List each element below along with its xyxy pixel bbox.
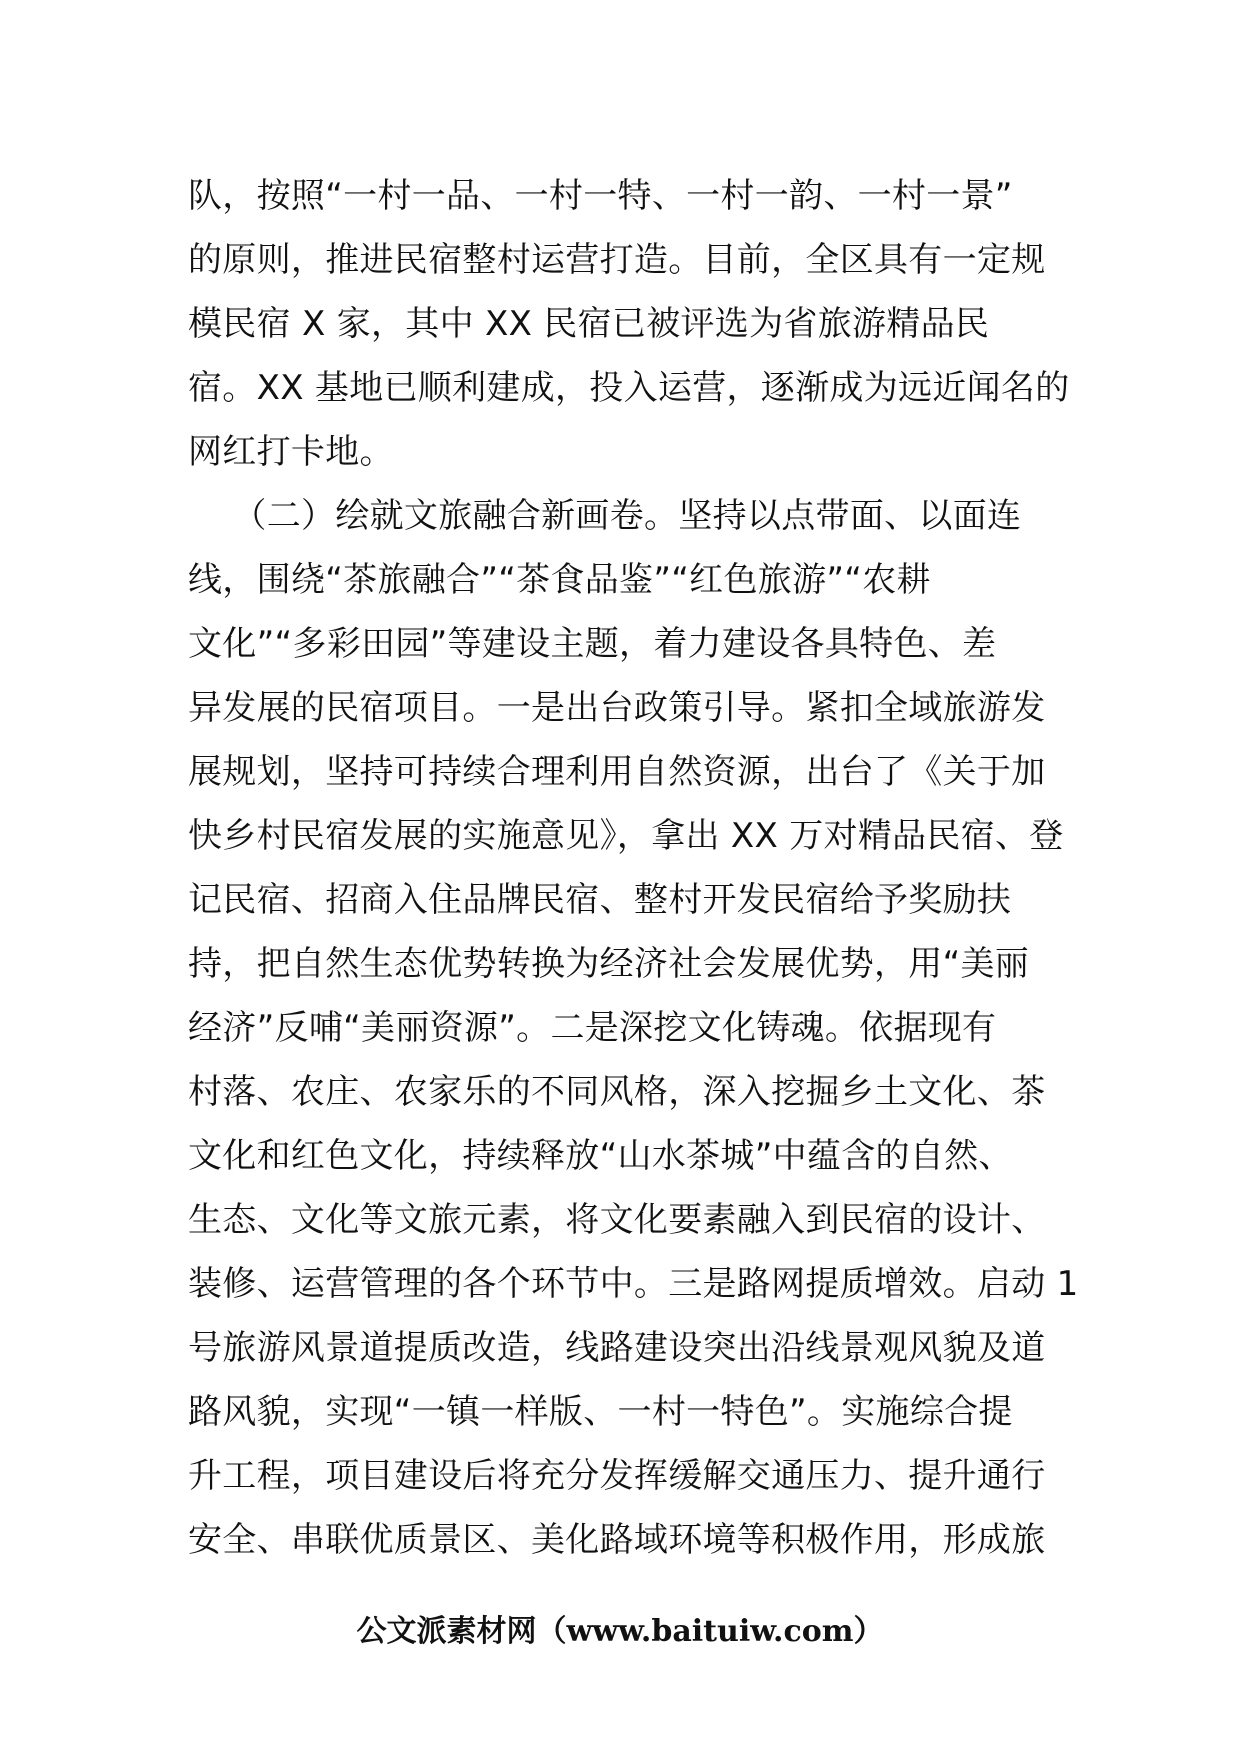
text-line: 升工程，项目建设后将充分发挥缓解交通压力、提升通行 [188, 1456, 1046, 1496]
text-line: 模民宿 X 家，其中 XX 民宿已被评选为省旅游精品民 [188, 304, 990, 344]
section-heading-line: （二）绘就文旅融合新画卷。坚持以点带面、以面连 [188, 496, 1022, 536]
text-line: 号旅游风景道提质改造，线路建设突出沿线景观风貌及道 [188, 1328, 1046, 1368]
text-line: 村落、农庄、农家乐的不同风格，深入挖掘乡土文化、茶 [188, 1072, 1046, 1112]
text-line: 文化和红色文化，持续释放“山水茶城”中蕴含的自然、 [188, 1136, 1013, 1176]
text-line: 持，把自然生态优势转换为经济社会发展优势，用“美丽 [188, 944, 1030, 984]
document-body [188, 164, 1079, 1572]
text-line: 经济”反哺“美丽资源”。二是深挖文化铸魂。依据现有 [188, 1008, 997, 1048]
text-line: 生态、文化等文旅元素，将文化要素融入到民宿的设计、 [188, 1200, 1046, 1240]
text-line: 文化”“多彩田园”等建设主题，着力建设各具特色、差 [188, 624, 997, 664]
text-line: 装修、运营管理的各个环节中。三是路网提质增效。启动 1 [188, 1264, 1079, 1304]
text-line: 路风貌，实现“一镇一样版、一村一特色”。实施综合提 [188, 1392, 1013, 1432]
footer-watermark: 公文派素材网（www.baituiw.com） [356, 1614, 884, 1649]
text-line: 快乡村民宿发展的实施意见》，拿出 XX 万对精品民宿、登 [188, 816, 1064, 856]
text-line: 安全、串联优质景区、美化路域环境等积极作用，形成旅 [188, 1520, 1046, 1560]
text-line: 展规划，坚持可持续合理利用自然资源，出台了《关于加 [188, 752, 1046, 792]
text-line: 宿。XX 基地已顺利建成，投入运营，逐渐成为远近闻名的 [188, 368, 1070, 408]
text-line: 异发展的民宿项目。一是出台政策引导。紧扣全域旅游发 [188, 688, 1046, 728]
text-line: 记民宿、招商入住品牌民宿、整村开发民宿给予奖励扶 [188, 880, 1012, 920]
text-line: 的原则，推进民宿整村运营打造。目前，全区具有一定规 [188, 240, 1046, 280]
text-line: 网红打卡地。 [188, 432, 394, 472]
text-line: 线，围绕“茶旅融合”“茶食品鉴”“红色旅游”“农耕 [188, 560, 931, 600]
text-line: 队，按照“一村一品、一村一特、一村一韵、一村一景” [188, 176, 1013, 216]
